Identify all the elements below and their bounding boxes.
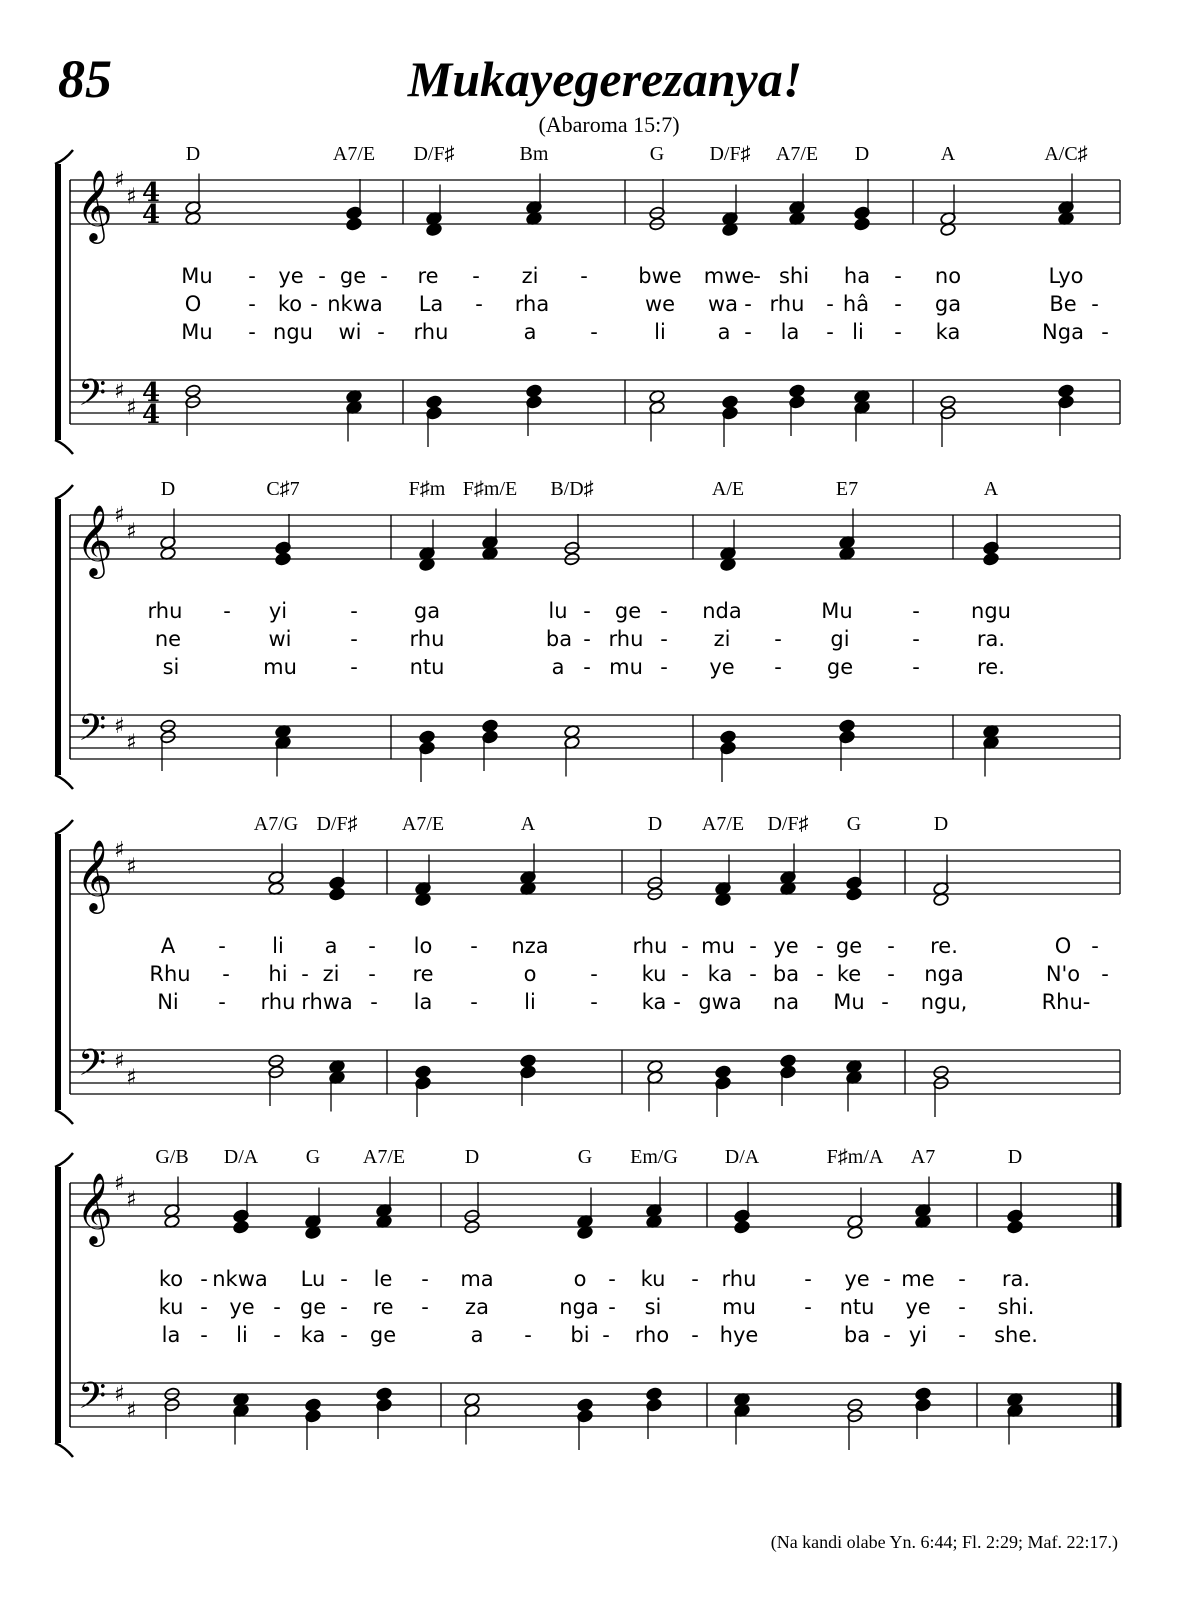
lyric-syllable: - bbox=[340, 1267, 348, 1291]
lyric-syllable: - bbox=[744, 320, 752, 344]
lyric-syllable: Be bbox=[1049, 292, 1077, 316]
lyric-syllable: ne bbox=[154, 627, 182, 651]
bracket-curl bbox=[55, 1110, 73, 1124]
lyric-syllable: - bbox=[583, 655, 591, 679]
lyric-syllable: rhu bbox=[632, 934, 668, 958]
chord-symbol: D/F♯ bbox=[316, 813, 358, 835]
lyric-syllable: - bbox=[826, 292, 834, 316]
lyric-syllable: ka bbox=[935, 320, 961, 344]
lyric-syllable: - bbox=[1091, 934, 1099, 958]
treble-staff bbox=[70, 1183, 1120, 1227]
lyric-syllable: ye bbox=[905, 1295, 931, 1319]
lyric-syllable: lo bbox=[413, 934, 433, 958]
lyric-syllable: ka bbox=[300, 1323, 326, 1347]
chord-symbol: F♯m bbox=[408, 478, 446, 500]
lyric-syllable: - bbox=[350, 599, 358, 623]
chord-symbol: A7/E bbox=[701, 813, 745, 835]
lyric-syllable: - bbox=[318, 264, 326, 288]
lyric-syllable: - bbox=[350, 655, 358, 679]
lyric-syllable: - bbox=[883, 1267, 891, 1291]
lyric-syllable: - bbox=[749, 934, 757, 958]
lyric-syllable: yi bbox=[268, 599, 288, 623]
bass-clef: 𝄢 bbox=[78, 1042, 107, 1093]
lyric-syllable: - bbox=[590, 990, 598, 1014]
lyric-syllable: la bbox=[161, 1323, 181, 1347]
lyric-syllable: - bbox=[583, 627, 591, 651]
lyric-syllable: gi bbox=[830, 627, 850, 651]
lyric-syllable: - bbox=[580, 264, 588, 288]
lyric-syllable: ye bbox=[773, 934, 799, 958]
lyric-syllable: ye bbox=[229, 1295, 255, 1319]
lyric-syllable: Ni bbox=[157, 990, 179, 1014]
lyric-syllable: - bbox=[816, 934, 824, 958]
lyric-syllable: - bbox=[826, 320, 834, 344]
lyric-syllable: - bbox=[673, 990, 681, 1014]
lyric-syllable: gwa bbox=[698, 990, 742, 1014]
lyric-syllable: rho bbox=[634, 1323, 670, 1347]
lyric-syllable: - bbox=[350, 627, 358, 651]
lyric-syllable: re bbox=[372, 1295, 394, 1319]
lyric-syllable: - bbox=[912, 599, 920, 623]
lyric-syllable: - bbox=[524, 1323, 532, 1347]
lyric-syllable: - bbox=[218, 990, 226, 1014]
lyric-syllable: O bbox=[1054, 934, 1072, 958]
lyric-syllable: nga bbox=[559, 1295, 599, 1319]
sharp-sign: ♯ bbox=[126, 1398, 137, 1424]
lyric-syllable: a bbox=[717, 320, 731, 344]
lyric-syllable: zi bbox=[322, 962, 340, 986]
lyric-syllable: yi bbox=[908, 1323, 928, 1347]
lyric-syllable: - bbox=[470, 934, 478, 958]
sharp-sign: ♯ bbox=[126, 730, 137, 756]
chord-symbol: D bbox=[647, 813, 663, 835]
sharp-sign: ♯ bbox=[114, 1382, 125, 1407]
lyric-syllable: ka bbox=[707, 962, 733, 986]
lyric-syllable: - bbox=[377, 320, 385, 344]
lyric-syllable: ha bbox=[843, 264, 871, 288]
lyric-syllable: - bbox=[660, 599, 668, 623]
lyric-syllable: - bbox=[681, 962, 689, 986]
system-1 bbox=[55, 143, 1120, 454]
lyric-syllable: - bbox=[340, 1295, 348, 1319]
chord-symbol: G bbox=[649, 143, 665, 165]
lyric-syllable: na bbox=[772, 990, 800, 1014]
chord-symbol: F♯m/E bbox=[462, 478, 518, 500]
lyric-syllable: ntu bbox=[409, 655, 445, 679]
lyric-syllable: ko bbox=[158, 1267, 184, 1291]
hymn-number: 85 bbox=[58, 49, 112, 109]
lyric-syllable: Mu bbox=[821, 599, 853, 623]
lyric-syllable: wi bbox=[338, 320, 362, 344]
lyric-syllable: - bbox=[774, 627, 782, 651]
bracket-curl bbox=[55, 1443, 73, 1457]
lyric-syllable: a bbox=[523, 320, 537, 344]
lyric-syllable: ga bbox=[934, 292, 962, 316]
lyric-syllable: no bbox=[934, 264, 962, 288]
lyric-syllable: A bbox=[160, 934, 176, 958]
treble-staff bbox=[70, 515, 1120, 559]
treble-staff bbox=[70, 850, 1120, 894]
lyric-syllable: - bbox=[894, 320, 902, 344]
lyric-syllable: - bbox=[774, 655, 782, 679]
lyric-syllable: O bbox=[184, 292, 202, 316]
lyric-syllable: Lyo bbox=[1048, 264, 1084, 288]
chord-symbol: A bbox=[940, 143, 956, 165]
lyric-syllable: - bbox=[804, 1295, 812, 1319]
lyric-syllable: - bbox=[222, 962, 230, 986]
lyric-syllable: Lu bbox=[300, 1267, 326, 1291]
lyric-syllable: - bbox=[912, 655, 920, 679]
system-2 bbox=[55, 478, 1120, 789]
lyric-syllable: - bbox=[248, 264, 256, 288]
lyric-syllable: rhwa bbox=[301, 990, 353, 1014]
lyric-syllable: la bbox=[413, 990, 433, 1014]
lyric-syllable: Mu bbox=[833, 990, 865, 1014]
lyric-syllable: ke bbox=[836, 962, 862, 986]
sharp-sign: ♯ bbox=[114, 1171, 125, 1196]
chord-symbol: A bbox=[983, 478, 999, 500]
chord-symbol: A7/G bbox=[253, 813, 299, 835]
chord-symbol: A7/E bbox=[362, 1146, 406, 1168]
lyric-syllable: o bbox=[523, 962, 537, 986]
treble-clef: 𝄞 bbox=[76, 838, 113, 911]
lyric-syllable: - bbox=[248, 292, 256, 316]
lyric-syllable: - bbox=[816, 962, 824, 986]
lyric-syllable: a bbox=[470, 1323, 484, 1347]
lyric-syllable: ye bbox=[709, 655, 735, 679]
lyric-syllable: - bbox=[470, 990, 478, 1014]
lyric-syllable: - bbox=[248, 320, 256, 344]
bass-clef: 𝄢 bbox=[78, 1375, 107, 1426]
lyric-syllable: - bbox=[1091, 292, 1099, 316]
chord-symbol: C♯7 bbox=[266, 478, 300, 500]
lyric-syllable: La bbox=[418, 292, 444, 316]
lyric-syllable: li bbox=[654, 320, 666, 344]
bass-staff bbox=[70, 1050, 1120, 1094]
lyric-syllable: - bbox=[380, 264, 388, 288]
chord-symbol: D/A bbox=[223, 1146, 259, 1168]
lyric-syllable: - bbox=[958, 1267, 966, 1291]
lyric-syllable: - bbox=[273, 1323, 281, 1347]
lyric-syllable: nkwa bbox=[327, 292, 383, 316]
lyric-syllable: ra. bbox=[1001, 1267, 1031, 1291]
chord-symbol: D bbox=[464, 1146, 480, 1168]
lyric-syllable: - bbox=[590, 962, 598, 986]
bracket-curl bbox=[55, 1153, 73, 1167]
lyric-syllable: - bbox=[804, 1267, 812, 1291]
treble-clef: 𝄞 bbox=[76, 168, 113, 241]
lyric-syllable: - bbox=[691, 1267, 699, 1291]
lyric-syllable: - bbox=[200, 1323, 208, 1347]
lyric-syllable: - bbox=[881, 990, 889, 1014]
lyric-syllable: - bbox=[660, 627, 668, 651]
lyric-syllable: wa bbox=[707, 292, 739, 316]
lyric-syllable: ga bbox=[413, 599, 441, 623]
lyric-syllable: rhu bbox=[409, 627, 445, 651]
sharp-sign: ♯ bbox=[114, 503, 125, 528]
lyric-syllable: - bbox=[223, 599, 231, 623]
lyric-syllable: shi. bbox=[997, 1295, 1035, 1319]
lyric-syllable: - bbox=[200, 1267, 208, 1291]
chord-symbol: G bbox=[846, 813, 862, 835]
lyric-syllable: bwe bbox=[638, 264, 682, 288]
lyric-syllable: Mu bbox=[181, 264, 213, 288]
lyric-syllable: re bbox=[412, 962, 434, 986]
bracket-curl bbox=[55, 820, 73, 834]
sharp-sign: ♯ bbox=[126, 519, 137, 545]
chord-symbol: A/C♯ bbox=[1044, 143, 1088, 165]
lyric-syllable: - bbox=[1101, 962, 1109, 986]
lyric-syllable: rhu bbox=[721, 1267, 757, 1291]
chord-symbol: A7/E bbox=[401, 813, 445, 835]
lyric-syllable: ge bbox=[826, 655, 854, 679]
lyric-syllable: - bbox=[749, 962, 757, 986]
bracket-curl bbox=[55, 150, 73, 164]
lyric-syllable: - bbox=[894, 292, 902, 316]
chord-symbol: D/F♯ bbox=[709, 143, 751, 165]
chord-symbol: A7 bbox=[910, 1146, 936, 1168]
lyric-syllable: - bbox=[218, 934, 226, 958]
lyric-syllable: ba bbox=[843, 1323, 871, 1347]
lyric-syllable: Nga bbox=[1042, 320, 1084, 344]
lyric-syllable: ka bbox=[641, 990, 667, 1014]
chord-symbol: Em/G bbox=[630, 1146, 678, 1168]
lyric-syllable: - bbox=[681, 934, 689, 958]
lyric-syllable: ra. bbox=[976, 627, 1006, 651]
lyric-syllable: mu bbox=[263, 655, 297, 679]
lyric-syllable: hi bbox=[268, 962, 288, 986]
sharp-sign: ♯ bbox=[126, 184, 137, 210]
lyric-syllable: zi bbox=[521, 264, 539, 288]
lyric-syllable: mu bbox=[722, 1295, 756, 1319]
lyric-syllable: - bbox=[301, 962, 309, 986]
chord-symbol: D/F♯ bbox=[767, 813, 809, 835]
chord-symbol: D bbox=[185, 143, 201, 165]
lyric-syllable: ba bbox=[545, 627, 573, 651]
chord-symbol: G bbox=[577, 1146, 593, 1168]
lyric-syllable: - bbox=[340, 1323, 348, 1347]
time-sig-top: 4 bbox=[142, 378, 161, 408]
lyric-syllable: ge bbox=[299, 1295, 327, 1319]
lyric-syllable: bi bbox=[570, 1323, 590, 1347]
lyric-syllable: ku bbox=[640, 1267, 666, 1291]
treble-clef: 𝄞 bbox=[76, 503, 113, 576]
lyric-syllable: rhu bbox=[147, 599, 183, 623]
lyric-syllable: li bbox=[236, 1323, 248, 1347]
lyric-syllable: - bbox=[912, 627, 920, 651]
system-4 bbox=[55, 1146, 1119, 1457]
lyric-syllable: li bbox=[524, 990, 536, 1014]
lyric-syllable: - bbox=[887, 934, 895, 958]
lyric-syllable: o bbox=[573, 1267, 587, 1291]
lyric-syllable: shi bbox=[778, 264, 810, 288]
lyric-syllable: rhu bbox=[413, 320, 449, 344]
lyric-syllable: mu bbox=[609, 655, 643, 679]
lyric-syllable: a bbox=[551, 655, 565, 679]
lyric-syllable: ku bbox=[158, 1295, 184, 1319]
chord-symbol: A7/E bbox=[332, 143, 376, 165]
lyric-syllable: - bbox=[583, 599, 591, 623]
sharp-sign: ♯ bbox=[114, 1049, 125, 1074]
chord-symbol: F♯m/A bbox=[826, 1146, 884, 1168]
lyric-syllable: she. bbox=[994, 1323, 1038, 1347]
lyric-syllable: - bbox=[370, 990, 378, 1014]
sharp-sign: ♯ bbox=[114, 838, 125, 863]
lyric-syllable: li bbox=[272, 934, 284, 958]
chord-symbol: D bbox=[933, 813, 949, 835]
lyric-syllable: Mu bbox=[181, 320, 213, 344]
chord-symbol: D/A bbox=[724, 1146, 760, 1168]
lyric-syllable: - bbox=[958, 1323, 966, 1347]
lyric-syllable: - bbox=[883, 1323, 891, 1347]
lyric-syllable: nza bbox=[511, 934, 549, 958]
lyric-syllable: za bbox=[465, 1295, 489, 1319]
lyric-syllable: rha bbox=[514, 292, 550, 316]
lyric-syllable: nkwa bbox=[212, 1267, 268, 1291]
lyric-syllable: - bbox=[200, 1295, 208, 1319]
lyric-syllable: - bbox=[602, 1323, 610, 1347]
chord-symbol: D bbox=[1007, 1146, 1023, 1168]
lyric-syllable: re. bbox=[930, 934, 958, 958]
lyric-syllable: rhu bbox=[260, 990, 296, 1014]
lyric-syllable: mu bbox=[701, 934, 735, 958]
sharp-sign: ♯ bbox=[114, 168, 125, 193]
footnote: (Na kandi olabe Yn. 6:44; Fl. 2:29; Maf. 22:17.) bbox=[770, 1532, 1118, 1552]
scripture-reference: (Abaroma 15:7) bbox=[538, 112, 680, 137]
lyric-syllable: ge bbox=[614, 599, 642, 623]
lyric-syllable: ko bbox=[277, 292, 303, 316]
chord-symbol: E7 bbox=[835, 478, 859, 500]
lyric-syllable: si bbox=[644, 1295, 662, 1319]
lyric-syllable: hâ bbox=[842, 292, 870, 316]
lyric-syllable: - bbox=[310, 292, 318, 316]
bracket-curl bbox=[55, 485, 73, 499]
sharp-sign: ♯ bbox=[126, 1187, 137, 1213]
sharp-sign: ♯ bbox=[126, 1065, 137, 1091]
chord-symbol: Bm bbox=[519, 143, 549, 165]
chord-symbol: D bbox=[160, 478, 176, 500]
lyric-syllable: - bbox=[368, 962, 376, 986]
sharp-sign: ♯ bbox=[114, 379, 125, 404]
lyric-syllable: li bbox=[852, 320, 864, 344]
lyric-syllable: - bbox=[273, 1295, 281, 1319]
lyric-syllable: hye bbox=[719, 1323, 759, 1347]
time-sig-bottom: 4 bbox=[142, 200, 161, 230]
lyric-syllable: - bbox=[472, 264, 480, 288]
hymn-title: Mukayegerezanya! bbox=[407, 51, 803, 107]
lyric-syllable: - bbox=[608, 1267, 616, 1291]
system-3 bbox=[55, 813, 1120, 1124]
lyric-syllable: ge bbox=[369, 1323, 397, 1347]
lyric-syllable: - bbox=[475, 292, 483, 316]
lyric-syllable: ge bbox=[339, 264, 367, 288]
lyric-syllable: - bbox=[753, 264, 761, 288]
bass-staff bbox=[70, 715, 1120, 759]
lyric-syllable: mwe bbox=[703, 264, 755, 288]
time-sig-top: 4 bbox=[142, 178, 161, 208]
lyric-syllable: - bbox=[421, 1267, 429, 1291]
lyric-syllable: ngu, bbox=[920, 990, 968, 1014]
lyric-syllable: ye bbox=[844, 1267, 870, 1291]
lyric-syllable: re. bbox=[977, 655, 1005, 679]
chord-symbol: D bbox=[854, 143, 870, 165]
lyric-syllable: zi bbox=[713, 627, 731, 651]
lyric-syllable: me bbox=[901, 1267, 935, 1291]
sharp-sign: ♯ bbox=[126, 854, 137, 880]
lyric-syllable: - bbox=[887, 962, 895, 986]
bracket-curl bbox=[55, 775, 73, 789]
bass-staff bbox=[70, 380, 1120, 424]
lyric-syllable: - bbox=[660, 655, 668, 679]
lyric-syllable: Rhu- bbox=[1041, 990, 1091, 1014]
chord-symbol: B/D♯ bbox=[550, 478, 594, 500]
lyric-syllable: - bbox=[608, 1295, 616, 1319]
chord-symbol: A bbox=[520, 813, 536, 835]
lyric-syllable: Rhu bbox=[149, 962, 191, 986]
lyric-syllable: ngu bbox=[971, 599, 1011, 623]
treble-staff bbox=[70, 180, 1120, 224]
lyric-syllable: re bbox=[417, 264, 439, 288]
sharp-sign: ♯ bbox=[114, 714, 125, 739]
lyric-syllable: ba bbox=[772, 962, 800, 986]
lyric-syllable: - bbox=[421, 1295, 429, 1319]
chord-symbol: D/F♯ bbox=[413, 143, 455, 165]
chord-symbol: A/E bbox=[711, 478, 745, 500]
lyric-syllable: ge bbox=[835, 934, 863, 958]
lyric-syllable: ma bbox=[460, 1267, 494, 1291]
lyric-syllable: - bbox=[691, 1323, 699, 1347]
lyric-syllable: nda bbox=[702, 599, 742, 623]
sharp-sign: ♯ bbox=[126, 395, 137, 421]
lyric-syllable: - bbox=[368, 934, 376, 958]
lyric-syllable: ngu bbox=[273, 320, 313, 344]
bracket-curl bbox=[55, 440, 73, 454]
lyric-syllable: rhu bbox=[769, 292, 805, 316]
lyric-syllable: a bbox=[324, 934, 338, 958]
chord-symbol: G bbox=[305, 1146, 321, 1168]
lyric-syllable: si bbox=[162, 655, 180, 679]
chord-symbol: G/B bbox=[155, 1146, 189, 1168]
lyric-syllable: la bbox=[780, 320, 800, 344]
lyric-syllable: lu bbox=[548, 599, 568, 623]
lyric-syllable: - bbox=[958, 1295, 966, 1319]
lyric-syllable: - bbox=[1101, 320, 1109, 344]
time-sig-bottom: 4 bbox=[142, 400, 161, 430]
lyric-syllable: wi bbox=[268, 627, 292, 651]
lyric-syllable: we bbox=[644, 292, 676, 316]
treble-clef: 𝄞 bbox=[76, 1171, 113, 1244]
lyric-syllable: - bbox=[744, 292, 752, 316]
lyric-syllable: - bbox=[590, 320, 598, 344]
lyric-syllable: - bbox=[894, 264, 902, 288]
bass-clef: 𝄢 bbox=[78, 707, 107, 758]
lyric-syllable: ntu bbox=[839, 1295, 875, 1319]
lyric-syllable: nga bbox=[924, 962, 964, 986]
lyric-syllable: le bbox=[373, 1267, 393, 1291]
lyric-syllable: rhu bbox=[608, 627, 644, 651]
lyric-syllable: N'o bbox=[1045, 962, 1081, 986]
bass-staff bbox=[70, 1383, 1120, 1427]
bass-clef: 𝄢 bbox=[78, 372, 107, 423]
chord-symbol: A7/E bbox=[775, 143, 819, 165]
lyric-syllable: ye bbox=[278, 264, 304, 288]
lyric-syllable: ku bbox=[641, 962, 667, 986]
